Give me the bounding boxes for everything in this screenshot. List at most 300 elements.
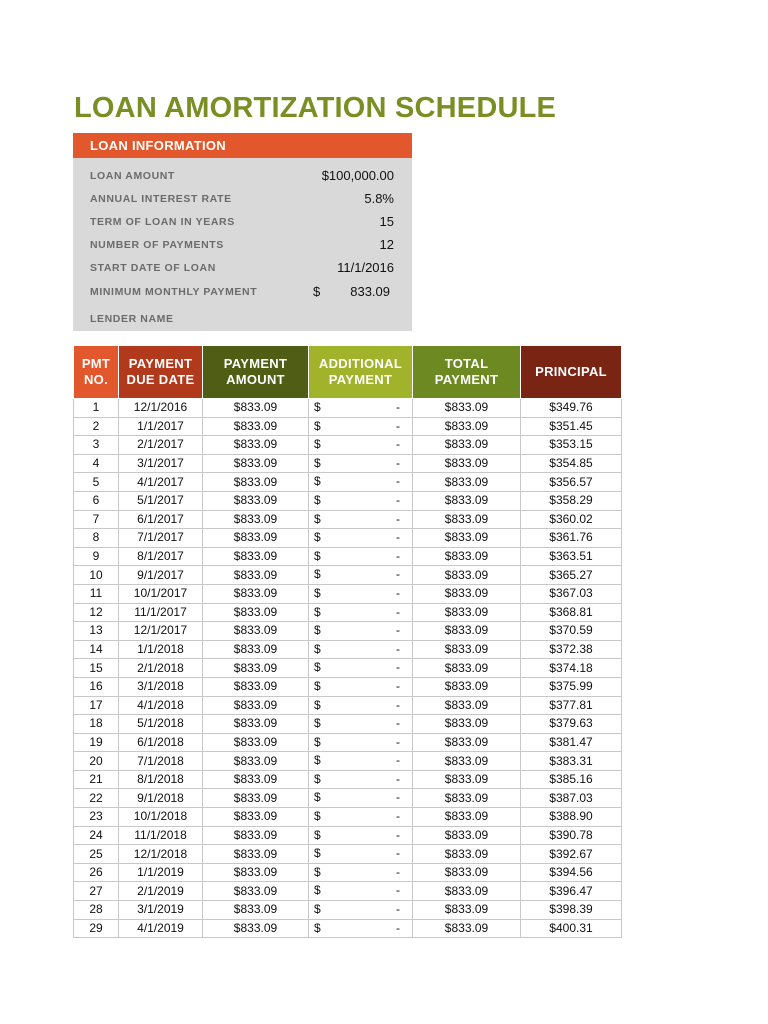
- minimum-payment-value: 833.09: [350, 284, 390, 299]
- additional-payment-value: -: [396, 585, 400, 600]
- additional-payment-currency: $: [314, 623, 321, 638]
- pmt-number-cell[interactable]: 16: [74, 677, 119, 696]
- additional-payment-value: -: [396, 827, 400, 842]
- principal-cell[interactable]: $358.29: [521, 491, 622, 510]
- table-row: [74, 510, 622, 529]
- payment-amount-cell[interactable]: $833.09: [203, 696, 309, 715]
- table-row: [74, 901, 622, 920]
- payment-amount-cell[interactable]: $833.09: [203, 901, 309, 920]
- pmt-number-cell[interactable]: 20: [74, 752, 119, 771]
- additional-payment-currency: $: [314, 697, 321, 712]
- additional-payment-value: -: [396, 604, 400, 619]
- principal-cell[interactable]: $392.67: [521, 845, 622, 864]
- total-payment-cell[interactable]: $833.09: [413, 529, 521, 548]
- additional-payment-cell[interactable]: [309, 826, 413, 845]
- due-date-cell[interactable]: 2/1/2018: [119, 659, 203, 678]
- number-of-payments-label: NUMBER OF PAYMENTS: [90, 239, 224, 251]
- number-of-payments-row: [73, 235, 412, 255]
- principal-cell[interactable]: $379.63: [521, 715, 622, 734]
- additional-payment-currency: $: [314, 585, 321, 600]
- additional-payment-currency: $: [314, 902, 321, 917]
- principal-cell[interactable]: $351.45: [521, 417, 622, 436]
- principal-cell[interactable]: $354.85: [521, 454, 622, 473]
- total-payment-cell[interactable]: $833.09: [413, 882, 521, 901]
- additional-payment-currency: $: [314, 660, 321, 675]
- payment-amount-cell[interactable]: $833.09: [203, 659, 309, 678]
- principal-cell[interactable]: $375.99: [521, 677, 622, 696]
- additional-payment-cell[interactable]: [309, 863, 413, 882]
- total-payment-cell[interactable]: $833.09: [413, 845, 521, 864]
- pmt-number-cell[interactable]: 4: [74, 454, 119, 473]
- lender-name-row: [73, 309, 412, 329]
- additional-payment-currency: $: [314, 678, 321, 693]
- additional-payment-currency: $: [314, 734, 321, 749]
- lender-name-label: LENDER NAME: [90, 313, 174, 325]
- payment-amount-cell[interactable]: $833.09: [203, 845, 309, 864]
- principal-cell[interactable]: $381.47: [521, 733, 622, 752]
- additional-payment-value: -: [396, 455, 400, 470]
- table-row: [74, 752, 622, 771]
- additional-payment-currency: $: [314, 827, 321, 842]
- table-row: [74, 547, 622, 566]
- principal-cell[interactable]: $383.31: [521, 752, 622, 771]
- additional-payment-currency: $: [314, 418, 321, 433]
- header-total-payment: [413, 346, 521, 399]
- principal-cell[interactable]: $387.03: [521, 789, 622, 808]
- due-date-cell[interactable]: 3/1/2018: [119, 677, 203, 696]
- additional-payment-currency: $: [314, 474, 321, 489]
- total-payment-cell[interactable]: $833.09: [413, 677, 521, 696]
- due-date-cell[interactable]: 7/1/2017: [119, 529, 203, 548]
- header-due-date-line1: PAYMENT: [128, 356, 193, 371]
- due-date-cell[interactable]: 4/1/2019: [119, 919, 203, 938]
- total-payment-cell[interactable]: $833.09: [413, 399, 521, 418]
- due-date-cell[interactable]: 3/1/2017: [119, 454, 203, 473]
- total-payment-cell[interactable]: $833.09: [413, 436, 521, 455]
- due-date-cell[interactable]: 2/1/2017: [119, 436, 203, 455]
- due-date-cell[interactable]: 12/1/2017: [119, 622, 203, 641]
- due-date-cell[interactable]: 1/1/2018: [119, 640, 203, 659]
- principal-cell[interactable]: $365.27: [521, 566, 622, 585]
- additional-payment-value: -: [396, 883, 400, 898]
- pmt-number-cell[interactable]: 12: [74, 603, 119, 622]
- payment-amount-cell[interactable]: $833.09: [203, 715, 309, 734]
- additional-payment-cell[interactable]: [309, 901, 413, 920]
- start-date-label: START DATE OF LOAN: [90, 262, 216, 274]
- additional-payment-value: -: [396, 530, 400, 545]
- total-payment-cell[interactable]: $833.09: [413, 622, 521, 641]
- additional-payment-currency: $: [314, 641, 321, 656]
- loan-term-label: TERM OF LOAN IN YEARS: [90, 216, 235, 228]
- pmt-number-cell[interactable]: 14: [74, 640, 119, 659]
- start-date-value[interactable]: 11/1/2016: [337, 260, 394, 275]
- loan-amount-row: [73, 166, 412, 186]
- additional-payment-currency: $: [314, 437, 321, 452]
- additional-payment-value: -: [396, 678, 400, 693]
- payment-amount-cell[interactable]: $833.09: [203, 640, 309, 659]
- additional-payment-currency: $: [314, 716, 321, 731]
- loan-information-panel: [73, 133, 412, 331]
- additional-payment-currency: $: [314, 530, 321, 545]
- additional-payment-currency: $: [314, 809, 321, 824]
- due-date-cell[interactable]: 8/1/2018: [119, 770, 203, 789]
- additional-payment-cell[interactable]: [309, 454, 413, 473]
- table-row: [74, 399, 622, 418]
- additional-payment-currency: $: [314, 771, 321, 786]
- due-date-cell[interactable]: 4/1/2018: [119, 696, 203, 715]
- additional-payment-currency: $: [314, 455, 321, 470]
- additional-payment-currency: $: [314, 864, 321, 879]
- additional-payment-value: -: [396, 809, 400, 824]
- table-row: [74, 603, 622, 622]
- principal-cell[interactable]: $396.47: [521, 882, 622, 901]
- table-header-row: [74, 346, 622, 399]
- interest-rate-value[interactable]: 5.8%: [364, 191, 394, 206]
- payment-amount-cell[interactable]: $833.09: [203, 752, 309, 771]
- additional-payment-cell[interactable]: [309, 436, 413, 455]
- principal-cell[interactable]: $390.78: [521, 826, 622, 845]
- total-payment-cell[interactable]: $833.09: [413, 640, 521, 659]
- additional-payment-value: -: [396, 474, 400, 489]
- additional-payment-cell[interactable]: [309, 547, 413, 566]
- payment-amount-cell[interactable]: $833.09: [203, 529, 309, 548]
- additional-payment-cell[interactable]: [309, 584, 413, 603]
- header-additional-line1: ADDITIONAL: [318, 356, 403, 371]
- payment-amount-cell[interactable]: $833.09: [203, 603, 309, 622]
- additional-payment-value: -: [396, 492, 400, 507]
- total-payment-cell[interactable]: $833.09: [413, 603, 521, 622]
- total-payment-cell[interactable]: $833.09: [413, 752, 521, 771]
- total-payment-cell[interactable]: $833.09: [413, 566, 521, 585]
- total-payment-cell[interactable]: $833.09: [413, 659, 521, 678]
- due-date-cell[interactable]: 10/1/2018: [119, 808, 203, 827]
- table-row: [74, 454, 622, 473]
- due-date-cell[interactable]: 9/1/2017: [119, 566, 203, 585]
- table-row: [74, 882, 622, 901]
- header-pmt-no-line1: PMT: [81, 356, 111, 371]
- additional-payment-value: -: [396, 548, 400, 563]
- payment-amount-cell[interactable]: $833.09: [203, 622, 309, 641]
- additional-payment-cell[interactable]: [309, 715, 413, 734]
- loan-term-row: [73, 212, 412, 232]
- additional-payment-cell[interactable]: [309, 696, 413, 715]
- additional-payment-value: -: [396, 641, 400, 656]
- pmt-number-cell[interactable]: 5: [74, 473, 119, 492]
- additional-payment-cell[interactable]: [309, 752, 413, 771]
- additional-payment-currency: $: [314, 883, 321, 898]
- pmt-number-cell[interactable]: 3: [74, 436, 119, 455]
- payment-amount-cell[interactable]: $833.09: [203, 826, 309, 845]
- additional-payment-cell[interactable]: [309, 417, 413, 436]
- principal-cell[interactable]: $372.38: [521, 640, 622, 659]
- amortization-table: [73, 345, 622, 938]
- pmt-number-cell[interactable]: 1: [74, 399, 119, 418]
- pmt-number-cell[interactable]: 28: [74, 901, 119, 920]
- payment-amount-cell[interactable]: $833.09: [203, 547, 309, 566]
- loan-amount-value[interactable]: $100,000.00: [321, 168, 394, 183]
- table-row: [74, 845, 622, 864]
- interest-rate-row: [73, 189, 412, 209]
- additional-payment-cell[interactable]: [309, 603, 413, 622]
- principal-cell[interactable]: $360.02: [521, 510, 622, 529]
- additional-payment-currency: $: [314, 920, 321, 935]
- pmt-number-cell[interactable]: 26: [74, 863, 119, 882]
- total-payment-cell[interactable]: $833.09: [413, 770, 521, 789]
- total-payment-cell[interactable]: $833.09: [413, 454, 521, 473]
- due-date-cell[interactable]: 4/1/2017: [119, 473, 203, 492]
- header-principal: [521, 346, 622, 399]
- additional-payment-value: -: [396, 771, 400, 786]
- pmt-number-cell[interactable]: 6: [74, 491, 119, 510]
- total-payment-cell[interactable]: $833.09: [413, 789, 521, 808]
- payment-amount-cell[interactable]: $833.09: [203, 770, 309, 789]
- additional-payment-cell[interactable]: [309, 529, 413, 548]
- total-payment-cell[interactable]: $833.09: [413, 473, 521, 492]
- principal-cell[interactable]: $400.31: [521, 919, 622, 938]
- table-row: [74, 640, 622, 659]
- pmt-number-cell[interactable]: 15: [74, 659, 119, 678]
- additional-payment-value: -: [396, 697, 400, 712]
- additional-payment-cell[interactable]: [309, 510, 413, 529]
- header-due-date-line2: DUE DATE: [126, 372, 195, 387]
- pmt-number-cell[interactable]: 8: [74, 529, 119, 548]
- additional-payment-cell[interactable]: [309, 882, 413, 901]
- payment-amount-cell[interactable]: $833.09: [203, 919, 309, 938]
- additional-payment-cell[interactable]: [309, 733, 413, 752]
- due-date-cell[interactable]: 6/1/2018: [119, 733, 203, 752]
- table-row: [74, 808, 622, 827]
- due-date-cell[interactable]: 5/1/2018: [119, 715, 203, 734]
- additional-payment-value: -: [396, 846, 400, 861]
- table-row: [74, 789, 622, 808]
- table-row: [74, 770, 622, 789]
- additional-payment-value: -: [396, 716, 400, 731]
- due-date-cell[interactable]: 11/1/2017: [119, 603, 203, 622]
- additional-payment-cell[interactable]: [309, 473, 413, 492]
- total-payment-cell[interactable]: $833.09: [413, 547, 521, 566]
- additional-payment-cell[interactable]: [309, 399, 413, 418]
- total-payment-cell[interactable]: $833.09: [413, 826, 521, 845]
- additional-payment-cell[interactable]: [309, 566, 413, 585]
- additional-payment-currency: $: [314, 567, 321, 582]
- payment-amount-cell[interactable]: $833.09: [203, 473, 309, 492]
- pmt-number-cell[interactable]: 18: [74, 715, 119, 734]
- additional-payment-cell[interactable]: [309, 677, 413, 696]
- principal-cell[interactable]: $377.81: [521, 696, 622, 715]
- header-payment-amount: [203, 346, 309, 399]
- payment-amount-cell[interactable]: $833.09: [203, 399, 309, 418]
- additional-payment-currency: $: [314, 492, 321, 507]
- pmt-number-cell[interactable]: 17: [74, 696, 119, 715]
- additional-payment-currency: $: [314, 753, 321, 768]
- total-payment-cell[interactable]: $833.09: [413, 696, 521, 715]
- due-date-cell[interactable]: 8/1/2017: [119, 547, 203, 566]
- total-payment-cell[interactable]: $833.09: [413, 584, 521, 603]
- payment-amount-cell[interactable]: $833.09: [203, 677, 309, 696]
- payment-amount-cell[interactable]: $833.09: [203, 510, 309, 529]
- total-payment-cell[interactable]: $833.09: [413, 901, 521, 920]
- pmt-number-cell[interactable]: 23: [74, 808, 119, 827]
- pmt-number-cell[interactable]: 24: [74, 826, 119, 845]
- total-payment-cell[interactable]: $833.09: [413, 491, 521, 510]
- minimum-payment-row: [73, 282, 412, 302]
- additional-payment-cell[interactable]: [309, 640, 413, 659]
- principal-cell[interactable]: $374.18: [521, 659, 622, 678]
- total-payment-cell[interactable]: $833.09: [413, 715, 521, 734]
- loan-amount-label: LOAN AMOUNT: [90, 170, 175, 182]
- header-total-line2: PAYMENT: [434, 372, 499, 387]
- payment-amount-cell[interactable]: $833.09: [203, 789, 309, 808]
- payment-amount-cell[interactable]: $833.09: [203, 808, 309, 827]
- table-row: [74, 436, 622, 455]
- additional-payment-currency: $: [314, 511, 321, 526]
- payment-amount-cell[interactable]: $833.09: [203, 436, 309, 455]
- additional-payment-value: -: [396, 902, 400, 917]
- pmt-number-cell[interactable]: 19: [74, 733, 119, 752]
- total-payment-cell[interactable]: $833.09: [413, 733, 521, 752]
- principal-cell[interactable]: $394.56: [521, 863, 622, 882]
- additional-payment-currency: $: [314, 400, 321, 414]
- due-date-cell[interactable]: 1/1/2017: [119, 417, 203, 436]
- additional-payment-value: -: [396, 660, 400, 675]
- pmt-number-cell[interactable]: 13: [74, 622, 119, 641]
- additional-payment-value: -: [396, 437, 400, 452]
- due-date-cell[interactable]: 12/1/2016: [119, 399, 203, 418]
- principal-cell[interactable]: $349.76: [521, 399, 622, 418]
- header-due-date: [119, 346, 203, 399]
- additional-payment-value: -: [396, 864, 400, 879]
- minimum-payment-currency: $: [313, 284, 321, 299]
- table-row: [74, 733, 622, 752]
- header-payment-amount-line1: PAYMENT: [223, 356, 288, 371]
- principal-cell[interactable]: $367.03: [521, 584, 622, 603]
- pmt-number-cell[interactable]: 7: [74, 510, 119, 529]
- additional-payment-value: -: [396, 418, 400, 433]
- due-date-cell[interactable]: 7/1/2018: [119, 752, 203, 771]
- total-payment-cell[interactable]: $833.09: [413, 417, 521, 436]
- additional-payment-cell[interactable]: [309, 770, 413, 789]
- additional-payment-currency: $: [314, 548, 321, 563]
- table-row: [74, 715, 622, 734]
- total-payment-cell[interactable]: $833.09: [413, 510, 521, 529]
- additional-payment-value: -: [396, 790, 400, 805]
- payment-amount-cell[interactable]: $833.09: [203, 491, 309, 510]
- table-row: [74, 584, 622, 603]
- loan-term-value[interactable]: 15: [379, 214, 394, 229]
- header-total-line1: TOTAL: [444, 356, 489, 371]
- table-row: [74, 491, 622, 510]
- due-date-cell[interactable]: 6/1/2017: [119, 510, 203, 529]
- pmt-number-cell[interactable]: 22: [74, 789, 119, 808]
- pmt-number-cell[interactable]: 25: [74, 845, 119, 864]
- additional-payment-currency: $: [314, 604, 321, 619]
- due-date-cell[interactable]: 11/1/2018: [119, 826, 203, 845]
- start-date-row: [73, 258, 412, 278]
- table-row: [74, 529, 622, 548]
- number-of-payments-value[interactable]: 12: [379, 237, 394, 252]
- due-date-cell[interactable]: 10/1/2017: [119, 584, 203, 603]
- payment-amount-cell[interactable]: $833.09: [203, 454, 309, 473]
- total-payment-cell[interactable]: $833.09: [413, 919, 521, 938]
- pmt-number-cell[interactable]: 27: [74, 882, 119, 901]
- total-payment-cell[interactable]: $833.09: [413, 863, 521, 882]
- due-date-cell[interactable]: 5/1/2017: [119, 491, 203, 510]
- pmt-number-cell[interactable]: 29: [74, 919, 119, 938]
- header-pmt-no: [74, 346, 119, 399]
- additional-payment-currency: $: [314, 790, 321, 805]
- additional-payment-cell[interactable]: [309, 622, 413, 641]
- due-date-cell[interactable]: 2/1/2019: [119, 882, 203, 901]
- principal-cell[interactable]: $363.51: [521, 547, 622, 566]
- pmt-number-cell[interactable]: 9: [74, 547, 119, 566]
- header-pmt-no-line2: NO.: [83, 372, 108, 387]
- table-row: [74, 919, 622, 938]
- total-payment-cell[interactable]: $833.09: [413, 808, 521, 827]
- principal-cell[interactable]: $398.39: [521, 901, 622, 920]
- additional-payment-value: -: [396, 920, 400, 935]
- pmt-number-cell[interactable]: 11: [74, 584, 119, 603]
- payment-amount-cell[interactable]: $833.09: [203, 882, 309, 901]
- additional-payment-cell[interactable]: [309, 789, 413, 808]
- table-row: [74, 677, 622, 696]
- additional-payment-cell[interactable]: [309, 845, 413, 864]
- page-title: LOAN AMORTIZATION SCHEDULE: [74, 92, 557, 124]
- additional-payment-currency: $: [314, 846, 321, 861]
- due-date-cell[interactable]: 3/1/2019: [119, 901, 203, 920]
- additional-payment-cell[interactable]: [309, 659, 413, 678]
- payment-amount-cell[interactable]: $833.09: [203, 417, 309, 436]
- table-row: [74, 473, 622, 492]
- table-row: [74, 566, 622, 585]
- principal-cell[interactable]: $385.16: [521, 770, 622, 789]
- payment-amount-cell[interactable]: $833.09: [203, 566, 309, 585]
- due-date-cell[interactable]: 12/1/2018: [119, 845, 203, 864]
- additional-payment-cell[interactable]: [309, 808, 413, 827]
- payment-amount-cell[interactable]: $833.09: [203, 733, 309, 752]
- principal-cell[interactable]: $388.90: [521, 808, 622, 827]
- pmt-number-cell[interactable]: 10: [74, 566, 119, 585]
- table-row: [74, 659, 622, 678]
- loan-information-header: LOAN INFORMATION: [73, 133, 412, 158]
- interest-rate-label: ANNUAL INTEREST RATE: [90, 193, 232, 205]
- additional-payment-value: -: [396, 734, 400, 749]
- table-row: [74, 622, 622, 641]
- principal-cell[interactable]: $370.59: [521, 622, 622, 641]
- payment-amount-cell[interactable]: $833.09: [203, 584, 309, 603]
- table-row: [74, 696, 622, 715]
- minimum-payment-label: MINIMUM MONTHLY PAYMENT: [90, 286, 258, 298]
- due-date-cell[interactable]: 9/1/2018: [119, 789, 203, 808]
- principal-cell[interactable]: $353.15: [521, 436, 622, 455]
- table-row: [74, 417, 622, 436]
- additional-payment-cell[interactable]: [309, 491, 413, 510]
- principal-cell[interactable]: $361.76: [521, 529, 622, 548]
- header-additional-payment: [309, 346, 413, 399]
- header-payment-amount-line2: AMOUNT: [226, 372, 285, 387]
- header-principal-label: PRINCIPAL: [535, 364, 607, 379]
- principal-cell[interactable]: $368.81: [521, 603, 622, 622]
- pmt-number-cell[interactable]: 21: [74, 770, 119, 789]
- principal-cell[interactable]: $356.57: [521, 473, 622, 492]
- amortization-table-body: [74, 399, 622, 938]
- payment-amount-cell[interactable]: $833.09: [203, 863, 309, 882]
- due-date-cell[interactable]: 1/1/2019: [119, 863, 203, 882]
- additional-payment-value: -: [396, 400, 400, 414]
- additional-payment-cell[interactable]: [309, 919, 413, 938]
- additional-payment-value: -: [396, 567, 400, 582]
- pmt-number-cell[interactable]: 2: [74, 417, 119, 436]
- table-row: [74, 863, 622, 882]
